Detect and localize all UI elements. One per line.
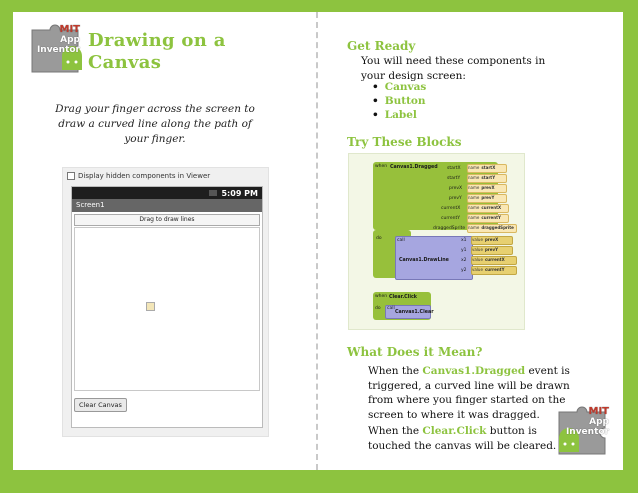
meaning-prefix: When the: [368, 365, 423, 377]
component-item: • Button: [372, 94, 426, 108]
param-name-block[interactable]: [467, 204, 509, 213]
app-inventor-logo: [28, 22, 86, 76]
value-keyword: value: [472, 267, 483, 272]
drag-label: Drag to draw lines: [74, 214, 260, 226]
phone-preview: [71, 186, 263, 428]
param-name: startY: [481, 175, 496, 180]
click-event-name: Clear.Click: [389, 295, 418, 300]
getter-name: prevY: [484, 247, 498, 252]
call-keyword: call: [387, 306, 395, 311]
name-keyword: name: [468, 175, 480, 180]
clear-call-name: Canvas1.Clear: [395, 310, 434, 315]
do-keyword: do: [375, 306, 381, 311]
call-name: Canvas1.DrawLine: [399, 258, 449, 263]
column-divider: [316, 12, 318, 470]
param-name: startX: [481, 165, 496, 170]
name-keyword: name: [468, 205, 480, 210]
logo-inventor: Inventor: [36, 45, 80, 55]
hidden-components-toggle[interactable]: [67, 172, 210, 180]
arg-label: y2: [461, 268, 467, 273]
param-name-block[interactable]: [467, 194, 507, 203]
instruction-line: Drag your finger across the screen to: [55, 103, 255, 115]
meaning-suffix: button is: [486, 425, 537, 437]
arg-label: x2: [461, 258, 467, 263]
logo-mit: MIT: [588, 406, 609, 417]
value-getter-block[interactable]: [471, 256, 517, 265]
blocks-panel: [348, 153, 525, 330]
arg-label: x1: [461, 238, 467, 243]
value-keyword: value: [472, 247, 483, 252]
meaning-line: touched the canvas will be cleared.: [368, 439, 557, 452]
screen-title-bar: Screen1: [72, 199, 262, 212]
meaning-text-2: [368, 424, 556, 453]
value-getter-block[interactable]: [471, 266, 517, 275]
value-getter-block[interactable]: [471, 246, 513, 255]
app-inventor-logo: [555, 404, 613, 458]
param-name: prevY: [481, 195, 495, 200]
meaning-line: [368, 424, 556, 439]
param-name-block[interactable]: [467, 174, 507, 183]
param-label: draggedSprite: [433, 226, 466, 231]
title-line1: Drawing on a: [88, 30, 226, 51]
do-keyword: do: [376, 236, 382, 241]
logo-app: App: [589, 417, 609, 427]
param-name-block[interactable]: [467, 214, 509, 223]
value-keyword: value: [472, 257, 483, 262]
click-highlight: Clear.Click: [422, 425, 487, 437]
param-label: startY: [447, 176, 461, 181]
param-name: draggedSprite: [481, 225, 514, 230]
instruction-line: draw a curved line along the path of: [58, 118, 252, 130]
value-getter-block[interactable]: [471, 236, 513, 245]
param-name: currentY: [481, 215, 501, 220]
signal-icon: [209, 190, 217, 196]
checkbox-label: Display hidden components in Viewer: [78, 172, 211, 180]
when-keyword: when: [375, 294, 388, 299]
instruction-text: [55, 102, 255, 147]
viewer-screenshot: [62, 167, 269, 437]
meaning-line: screen to where it was dragged.: [368, 408, 540, 421]
meaning-text-1: [368, 364, 570, 422]
canvas-component[interactable]: [74, 227, 260, 391]
name-keyword: name: [468, 165, 480, 170]
param-name: prevX: [481, 185, 495, 190]
try-blocks-heading: Try These Blocks: [347, 135, 462, 149]
component-item: • Label: [372, 108, 426, 122]
param-label: prevX: [449, 186, 463, 191]
name-keyword: name: [468, 215, 480, 220]
component-item: • Canvas: [372, 80, 426, 94]
page-title: [88, 30, 288, 74]
get-ready-line: You will need these components in: [361, 55, 546, 67]
param-name-block[interactable]: [467, 184, 507, 193]
logo-inventor: Inventor: [565, 427, 609, 437]
clear-canvas-button[interactable]: Clear Canvas: [74, 398, 127, 412]
image-icon: [146, 302, 155, 311]
get-ready-text: [361, 54, 545, 83]
param-name: currentX: [481, 205, 502, 210]
param-label: currentY: [441, 216, 460, 221]
title-line2: Canvas: [88, 52, 162, 73]
param-label: prevY: [449, 196, 462, 201]
getter-name: currentY: [484, 267, 505, 272]
arg-label: y1: [461, 248, 467, 253]
param-label: currentX: [441, 206, 461, 211]
when-keyword: when: [375, 164, 388, 169]
meaning-line: from where you finger started on the: [368, 394, 566, 406]
name-keyword: name: [468, 185, 480, 190]
get-ready-heading: Get Ready: [347, 39, 416, 53]
name-keyword: name: [468, 225, 480, 230]
meaning-prefix: When the: [368, 425, 423, 437]
status-bar: [72, 187, 262, 199]
checkbox[interactable]: [67, 172, 75, 180]
meaning-suffix: event is: [525, 365, 570, 377]
what-heading: What Does it Mean?: [347, 345, 483, 359]
name-keyword: name: [468, 195, 480, 200]
getter-name: prevX: [484, 237, 499, 242]
getter-name: currentX: [484, 257, 505, 262]
logo-app: App: [60, 35, 80, 45]
value-keyword: value: [472, 237, 483, 242]
logo-mit: MIT: [59, 24, 80, 35]
param-label: startX: [447, 166, 461, 171]
dragged-highlight: Canvas1.Dragged: [422, 365, 526, 377]
meaning-line: triggered, a curved line will be drawn: [368, 379, 570, 392]
instruction-line: your finger.: [124, 133, 186, 145]
param-name-block[interactable]: [467, 164, 507, 173]
param-name-block[interactable]: [467, 224, 517, 233]
meaning-line: [368, 364, 570, 379]
event-name: Canvas1.Dragged: [390, 165, 438, 170]
status-time: 5:09 PM: [221, 188, 258, 198]
component-list: [372, 80, 426, 122]
call-keyword: call: [397, 238, 405, 243]
get-ready-line: your design screen:: [361, 69, 466, 82]
